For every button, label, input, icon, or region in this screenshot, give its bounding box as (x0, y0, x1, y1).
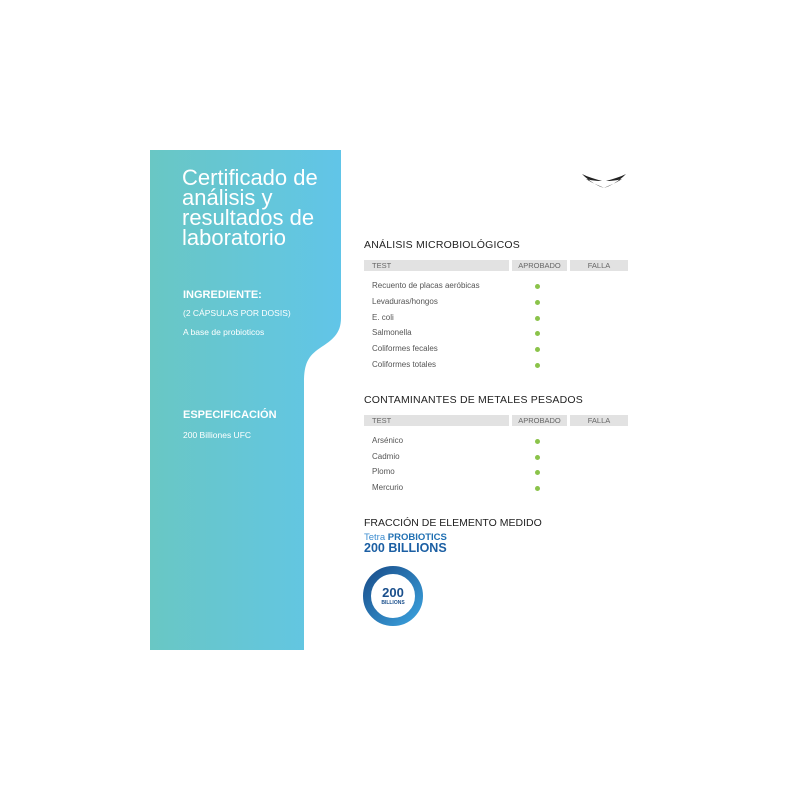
pass-dot-icon (535, 300, 540, 305)
ingredient-heading: INGREDIENTE: (183, 289, 262, 301)
pass-dot-icon (535, 284, 540, 289)
test-name: Arsénico (372, 436, 404, 445)
test-name: Levaduras/hongos (372, 297, 438, 306)
pass-dot-icon (535, 470, 540, 475)
test-name: Salmonella (372, 328, 412, 337)
brand-name: PROBIOTICS (387, 532, 447, 543)
header-test: TEST (364, 415, 509, 426)
page-title: Certificado de análisis y resultados de laboratorio (182, 165, 318, 250)
brand-prefix: Tetra (364, 532, 386, 543)
table-row (372, 359, 632, 371)
header-test: TEST (364, 260, 509, 271)
table-row (372, 312, 632, 324)
pass-dot-icon (535, 455, 540, 460)
test-name: Coliformes fecales (372, 344, 438, 353)
header-pass: APROBADO (512, 260, 567, 271)
spec-heading: ESPECIFICACIÓN (183, 409, 277, 421)
certificate-panel (150, 150, 650, 650)
test-name: Plomo (372, 467, 395, 476)
donut-label: BILLIONS (381, 600, 405, 606)
header-fail: FALLA (570, 415, 628, 426)
test-name: Cadmio (372, 452, 400, 461)
wings-logo-icon (581, 173, 627, 191)
ingredient-base: A base de probioticos (183, 327, 265, 337)
pass-dot-icon (535, 331, 540, 336)
microbiology-table-header (364, 260, 628, 271)
amount-label: 200 BILLIONS (364, 541, 447, 555)
pass-dot-icon (535, 363, 540, 368)
microbiology-title: ANÁLISIS MICROBIOLÓGICOS (364, 239, 520, 251)
table-row (372, 482, 632, 494)
header-pass: APROBADO (512, 415, 567, 426)
table-row (372, 451, 632, 463)
pass-dot-icon (535, 486, 540, 491)
spec-value: 200 Billiones UFC (183, 430, 252, 440)
pass-dot-icon (535, 316, 540, 321)
table-row (372, 466, 632, 478)
fraction-title: FRACCIÓN DE ELEMENTO MEDIDO (364, 517, 542, 529)
table-row (372, 280, 632, 292)
table-row (372, 435, 632, 447)
ingredient-dose: (2 CÁPSULAS POR DOSIS) (183, 308, 291, 318)
metals-table-header (364, 415, 628, 426)
table-row (372, 327, 632, 339)
donut-number: 200 (382, 585, 404, 600)
header-fail: FALLA (570, 260, 628, 271)
test-name: Recuento de placas aeróbicas (372, 281, 480, 290)
table-row (372, 296, 632, 308)
test-name: Mercurio (372, 483, 404, 492)
test-name: Coliformes totales (372, 360, 437, 369)
table-row (372, 343, 632, 355)
pass-dot-icon (535, 347, 540, 352)
metals-title: CONTAMINANTES DE METALES PESADOS (364, 394, 583, 406)
pass-dot-icon (535, 439, 540, 444)
test-name: E. coli (372, 313, 394, 322)
